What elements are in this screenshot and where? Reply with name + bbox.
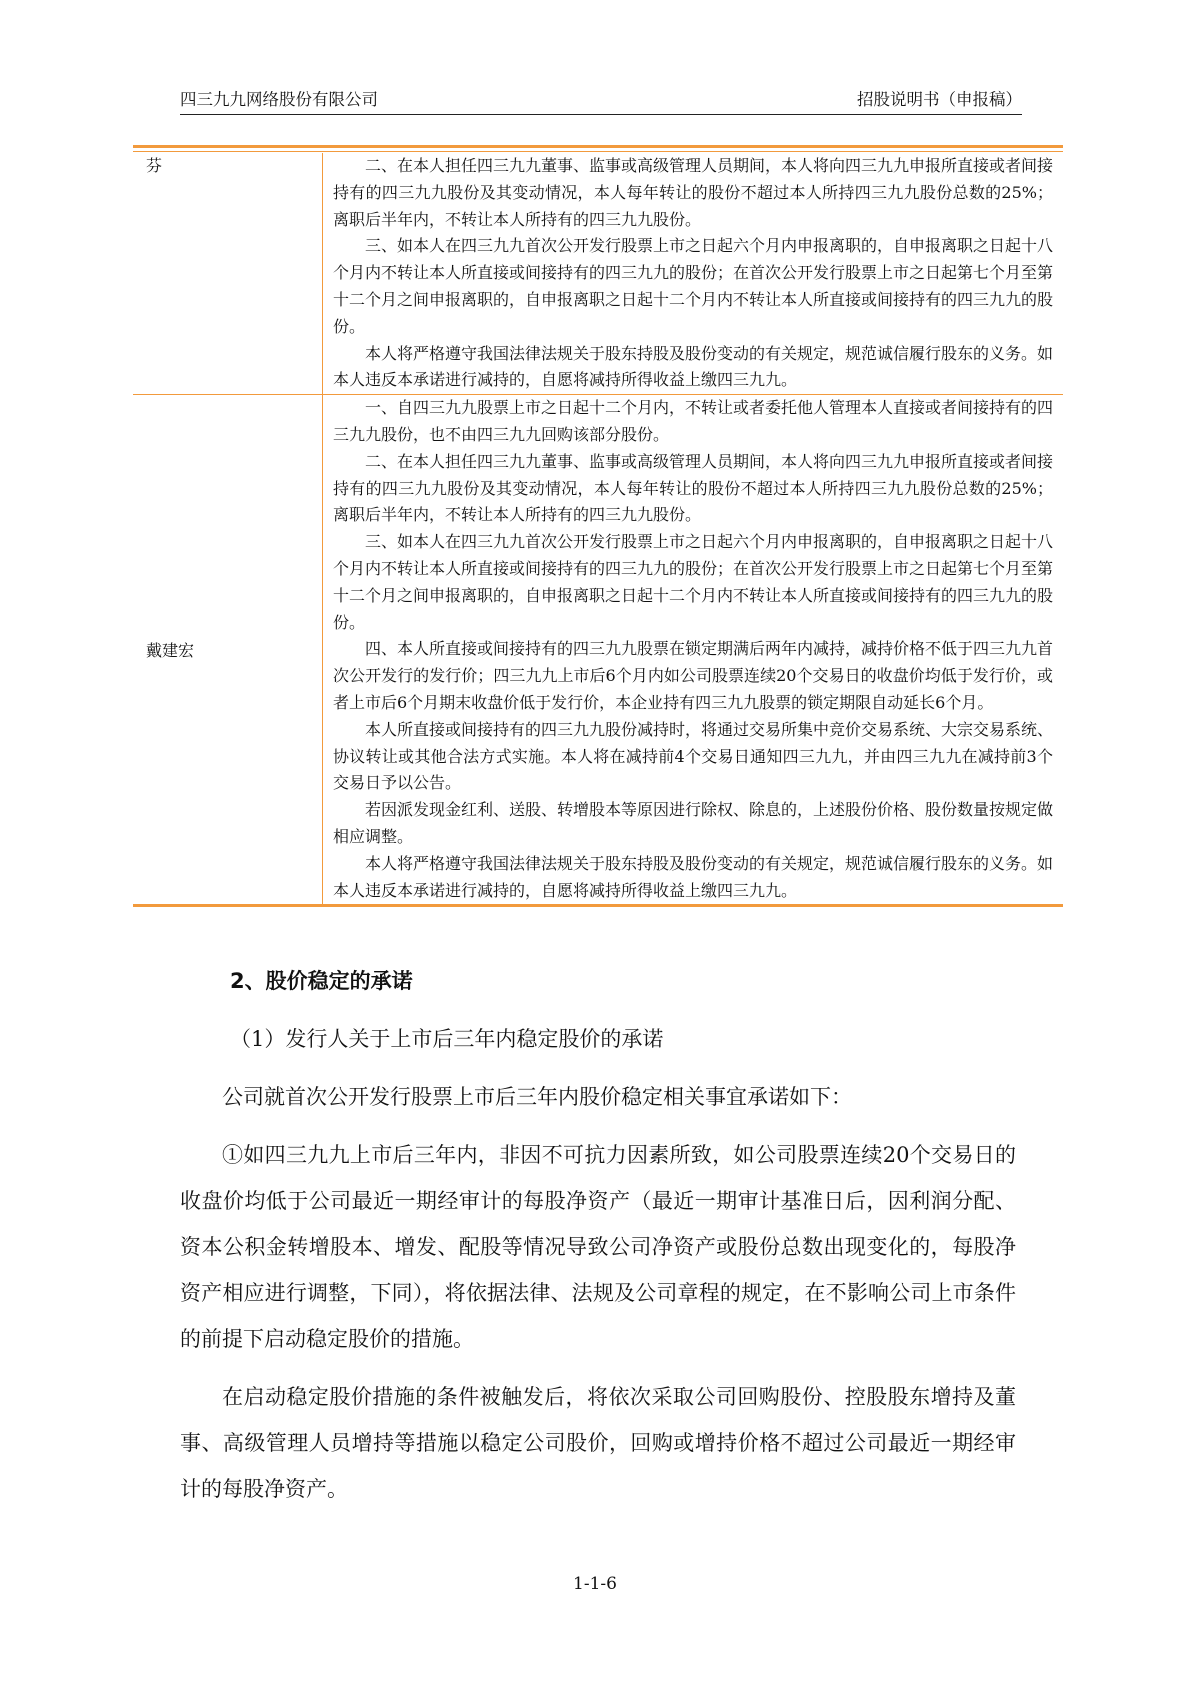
- section-heading: 2、股价稳定的承诺: [230, 969, 413, 993]
- row-paragraph: 二、在本人担任四三九九董事、监事或高级管理人员期间，本人将向四三九九申报所直接或者间接持有的四三九九股份及其变动情况，本人每年转让的股份不超过本人所持四三九九股份总数的25%；离职后半年内，不转让本人所持有的四三九九股份。: [333, 156, 1054, 229]
- body-paragraph: ①如四三九九上市后三年内，非因不可抗力因素所致，如公司股票连续20个交易日的收盘价均低于公司最近一期经审计的每股净资产（最近一期审计基准日后，因利润分配、资本公积金转增股本、增发、配股等情况导致公司净资产或股份总数出现变化的，每股净资产相应进行调整，下同），将依据法律、法规及公司章程的规定，在不影响公司上市条件的前提下启动稳定股价的措施。: [180, 1143, 1016, 1351]
- body-paragraph: 在启动稳定股价措施的条件被触发后，将依次采取公司回购股份、控股股东增持及董事、高级管理人员增持等措施以稳定公司股价，回购或增持价格不超过公司最近一期经审计的每股净资产。: [180, 1385, 1016, 1501]
- table-row: [133, 153, 1063, 395]
- page-header: [180, 86, 1022, 115]
- header-doc-type: 招股说明书（申报稿）: [857, 90, 1022, 109]
- section-block: [180, 958, 1016, 1512]
- page-number: 1-1-6: [573, 1574, 617, 1594]
- row-name: 戴建宏: [133, 395, 323, 905]
- commitment-table: [133, 145, 1063, 907]
- row-paragraph: 四、本人所直接或间接持有的四三九九股票在锁定期满后两年内减持，减持价格不低于四三九九首次公开发行的发行价；四三九九上市后6个月内如公司股票连续20个交易日的收盘价均低于发行价，或者上市后6个月期末收盘价低于发行价，本企业持有四三九九股票的锁定期限自动延长6个月。: [333, 639, 1054, 712]
- row-paragraph: 本人将严格遵守我国法律法规关于股东持股及股份变动的有关规定，规范诚信履行股东的义务。如本人违反本承诺进行减持的，自愿将减持所得收益上缴四三九九。: [333, 343, 1054, 390]
- row-content: [323, 153, 1064, 395]
- body-paragraph: 公司就首次公开发行股票上市后三年内股价稳定相关事宜承诺如下：: [222, 1085, 852, 1109]
- row-paragraph: 本人将严格遵守我国法律法规关于股东持股及股份变动的有关规定，规范诚信履行股东的义务。如本人违反本承诺进行减持的，自愿将减持所得收益上缴四三九九。: [333, 853, 1054, 900]
- row-paragraph: 若因派发现金红利、送股、转增股本等原因进行除权、除息的，上述股份价格、股份数量按规定做相应调整。: [333, 800, 1054, 846]
- row-paragraph: 一、自四三九九股票上市之日起十二个月内，不转让或者委托他人管理本人直接或者间接持有的四三九九股份，也不由四三九九回购该部分股份。: [333, 398, 1054, 444]
- row-paragraph: 二、在本人担任四三九九董事、监事或高级管理人员期间，本人将向四三九九申报所直接或者间接持有的四三九九股份及其变动情况，本人每年转让的股份不超过本人所持四三九九股份总数的25%；离职后半年内，不转让本人所持有的四三九九股份。: [333, 451, 1054, 525]
- section-subheading: （1）发行人关于上市后三年内稳定股价的承诺: [230, 1027, 664, 1051]
- row-name: 芬: [133, 153, 323, 395]
- row-paragraph: 三、如本人在四三九九首次公开发行股票上市之日起六个月内申报离职的，自申报离职之日起十八个月内不转让本人所直接或间接持有的四三九九的股份；在首次公开发行股票上市之日起第七个月至第十二个月之间申报离职的，自申报离职之日起十二个月内不转让本人所直接或间接持有的四三九九的股份。: [333, 236, 1054, 336]
- row-paragraph: 三、如本人在四三九九首次公开发行股票上市之日起六个月内申报离职的，自申报离职之日起十八个月内不转让本人所直接或间接持有的四三九九的股份；在首次公开发行股票上市之日起第七个月至第十二个月之间申报离职的，自申报离职之日起十二个月内不转让本人所直接或间接持有的四三九九的股份。: [333, 532, 1054, 632]
- header-company: 四三九九网络股份有限公司: [180, 90, 378, 109]
- row-content: [323, 395, 1064, 905]
- table-row: [133, 395, 1063, 905]
- row-paragraph: 本人所直接或间接持有的四三九九股份减持时，将通过交易所集中竞价交易系统、大宗交易系统、协议转让或其他合法方式实施。本人将在减持前4个交易日通知四三九九，并由四三九九在减持前3个交易日予以公告。: [333, 719, 1054, 793]
